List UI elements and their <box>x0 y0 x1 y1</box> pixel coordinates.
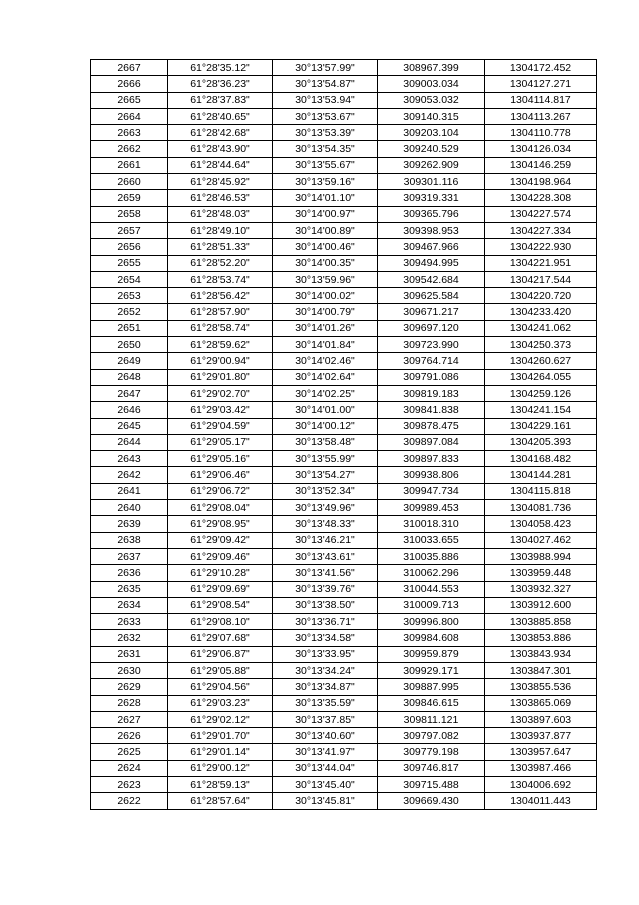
latitude-cell: 61°29'06.46" <box>168 467 273 483</box>
x-coordinate-cell: 309819.183 <box>378 385 485 401</box>
table-row <box>91 157 597 173</box>
latitude-cell: 61°28'49.10" <box>168 222 273 238</box>
longitude-cell: 30°14'00.79" <box>273 304 378 320</box>
point-number-cell: 2634 <box>91 597 168 613</box>
x-coordinate-cell: 309938.806 <box>378 467 485 483</box>
point-number-cell: 2647 <box>91 385 168 401</box>
y-coordinate-cell: 1304220.720 <box>485 288 597 304</box>
longitude-cell: 30°14'00.89" <box>273 222 378 238</box>
y-coordinate-cell: 1303988.994 <box>485 548 597 564</box>
y-coordinate-cell: 1304217.544 <box>485 271 597 287</box>
latitude-cell: 61°28'44.64" <box>168 157 273 173</box>
latitude-cell: 61°28'48.03" <box>168 206 273 222</box>
x-coordinate-cell: 309542.684 <box>378 271 485 287</box>
latitude-cell: 61°29'08.10" <box>168 614 273 630</box>
x-coordinate-cell: 309791.086 <box>378 369 485 385</box>
latitude-cell: 61°29'03.23" <box>168 695 273 711</box>
longitude-cell: 30°13'58.48" <box>273 434 378 450</box>
table-row <box>91 711 597 727</box>
latitude-cell: 61°28'51.33" <box>168 239 273 255</box>
y-coordinate-cell: 1304172.452 <box>485 60 597 76</box>
table-row <box>91 353 597 369</box>
longitude-cell: 30°13'43.61" <box>273 548 378 564</box>
x-coordinate-cell: 309996.800 <box>378 614 485 630</box>
x-coordinate-cell: 309365.796 <box>378 206 485 222</box>
table-row <box>91 206 597 222</box>
x-coordinate-cell: 309764.714 <box>378 353 485 369</box>
table-row <box>91 141 597 157</box>
table-row <box>91 288 597 304</box>
latitude-cell: 61°28'57.90" <box>168 304 273 320</box>
longitude-cell: 30°13'59.96" <box>273 271 378 287</box>
longitude-cell: 30°13'55.67" <box>273 157 378 173</box>
table-row <box>91 402 597 418</box>
x-coordinate-cell: 309947.734 <box>378 483 485 499</box>
y-coordinate-cell: 1304228.308 <box>485 190 597 206</box>
table-row <box>91 777 597 793</box>
x-coordinate-cell: 309897.833 <box>378 451 485 467</box>
table-row <box>91 483 597 499</box>
x-coordinate-cell: 309262.909 <box>378 157 485 173</box>
table-row <box>91 516 597 532</box>
point-number-cell: 2651 <box>91 320 168 336</box>
longitude-cell: 30°14'01.84" <box>273 337 378 353</box>
y-coordinate-cell: 1304113.267 <box>485 108 597 124</box>
point-number-cell: 2639 <box>91 516 168 532</box>
longitude-cell: 30°13'35.59" <box>273 695 378 711</box>
y-coordinate-cell: 1303853.886 <box>485 630 597 646</box>
y-coordinate-cell: 1304229.161 <box>485 418 597 434</box>
longitude-cell: 30°13'36.71" <box>273 614 378 630</box>
latitude-cell: 61°29'02.70" <box>168 385 273 401</box>
y-coordinate-cell: 1304241.154 <box>485 402 597 418</box>
point-number-cell: 2664 <box>91 108 168 124</box>
point-number-cell: 2638 <box>91 532 168 548</box>
y-coordinate-cell: 1304260.627 <box>485 353 597 369</box>
point-number-cell: 2636 <box>91 565 168 581</box>
longitude-cell: 30°13'57.99" <box>273 60 378 76</box>
longitude-cell: 30°13'53.39" <box>273 125 378 141</box>
table-row <box>91 92 597 108</box>
latitude-cell: 61°28'57.64" <box>168 793 273 809</box>
longitude-cell: 30°13'53.94" <box>273 92 378 108</box>
y-coordinate-cell: 1303957.647 <box>485 744 597 760</box>
longitude-cell: 30°13'39.76" <box>273 581 378 597</box>
table-row <box>91 337 597 353</box>
longitude-cell: 30°13'53.67" <box>273 108 378 124</box>
point-number-cell: 2644 <box>91 434 168 450</box>
point-number-cell: 2655 <box>91 255 168 271</box>
latitude-cell: 61°28'58.74" <box>168 320 273 336</box>
x-coordinate-cell: 309984.608 <box>378 630 485 646</box>
point-number-cell: 2667 <box>91 60 168 76</box>
latitude-cell: 61°29'10.28" <box>168 565 273 581</box>
x-coordinate-cell: 309669.430 <box>378 793 485 809</box>
x-coordinate-cell: 309841.838 <box>378 402 485 418</box>
longitude-cell: 30°14'02.64" <box>273 369 378 385</box>
y-coordinate-cell: 1304058.423 <box>485 516 597 532</box>
x-coordinate-cell: 309846.615 <box>378 695 485 711</box>
point-number-cell: 2640 <box>91 500 168 516</box>
x-coordinate-cell: 309715.488 <box>378 777 485 793</box>
x-coordinate-cell: 309697.120 <box>378 320 485 336</box>
latitude-cell: 61°29'05.88" <box>168 662 273 678</box>
point-number-cell: 2653 <box>91 288 168 304</box>
y-coordinate-cell: 1304227.574 <box>485 206 597 222</box>
point-number-cell: 2663 <box>91 125 168 141</box>
point-number-cell: 2628 <box>91 695 168 711</box>
point-number-cell: 2648 <box>91 369 168 385</box>
table-row <box>91 60 597 76</box>
table-row <box>91 76 597 92</box>
y-coordinate-cell: 1304241.062 <box>485 320 597 336</box>
point-number-cell: 2665 <box>91 92 168 108</box>
x-coordinate-cell: 309467.966 <box>378 239 485 255</box>
x-coordinate-cell: 309301.116 <box>378 174 485 190</box>
point-number-cell: 2656 <box>91 239 168 255</box>
point-number-cell: 2643 <box>91 451 168 467</box>
y-coordinate-cell: 1304081.736 <box>485 500 597 516</box>
table-row <box>91 630 597 646</box>
table-row <box>91 222 597 238</box>
y-coordinate-cell: 1304233.420 <box>485 304 597 320</box>
y-coordinate-cell: 1303843.934 <box>485 646 597 662</box>
latitude-cell: 61°28'56.42" <box>168 288 273 304</box>
point-number-cell: 2623 <box>91 777 168 793</box>
x-coordinate-cell: 309887.995 <box>378 679 485 695</box>
point-number-cell: 2642 <box>91 467 168 483</box>
latitude-cell: 61°29'07.68" <box>168 630 273 646</box>
x-coordinate-cell: 309878.475 <box>378 418 485 434</box>
latitude-cell: 61°29'06.72" <box>168 483 273 499</box>
table-row <box>91 760 597 776</box>
y-coordinate-cell: 1304222.930 <box>485 239 597 255</box>
point-number-cell: 2622 <box>91 793 168 809</box>
point-number-cell: 2625 <box>91 744 168 760</box>
table-row <box>91 646 597 662</box>
y-coordinate-cell: 1303912.600 <box>485 597 597 613</box>
longitude-cell: 30°13'33.95" <box>273 646 378 662</box>
table-row <box>91 434 597 450</box>
table-row <box>91 385 597 401</box>
longitude-cell: 30°13'40.60" <box>273 728 378 744</box>
point-number-cell: 2650 <box>91 337 168 353</box>
table-row <box>91 451 597 467</box>
table-row <box>91 744 597 760</box>
longitude-cell: 30°14'02.25" <box>273 385 378 401</box>
longitude-cell: 30°14'01.00" <box>273 402 378 418</box>
table-row <box>91 793 597 809</box>
x-coordinate-cell: 309240.529 <box>378 141 485 157</box>
longitude-cell: 30°13'44.04" <box>273 760 378 776</box>
y-coordinate-cell: 1304168.482 <box>485 451 597 467</box>
y-coordinate-cell: 1304011.443 <box>485 793 597 809</box>
y-coordinate-cell: 1304250.373 <box>485 337 597 353</box>
latitude-cell: 61°29'01.70" <box>168 728 273 744</box>
longitude-cell: 30°13'41.97" <box>273 744 378 760</box>
latitude-cell: 61°28'35.12" <box>168 60 273 76</box>
longitude-cell: 30°13'52.34" <box>273 483 378 499</box>
longitude-cell: 30°13'38.50" <box>273 597 378 613</box>
latitude-cell: 61°29'01.14" <box>168 744 273 760</box>
longitude-cell: 30°14'00.46" <box>273 239 378 255</box>
longitude-cell: 30°14'01.10" <box>273 190 378 206</box>
table-row <box>91 614 597 630</box>
point-number-cell: 2657 <box>91 222 168 238</box>
point-number-cell: 2632 <box>91 630 168 646</box>
y-coordinate-cell: 1304205.393 <box>485 434 597 450</box>
x-coordinate-cell: 310035.886 <box>378 548 485 564</box>
x-coordinate-cell: 310009.713 <box>378 597 485 613</box>
point-number-cell: 2649 <box>91 353 168 369</box>
table-row <box>91 728 597 744</box>
latitude-cell: 61°29'05.17" <box>168 434 273 450</box>
longitude-cell: 30°13'49.96" <box>273 500 378 516</box>
longitude-cell: 30°14'00.97" <box>273 206 378 222</box>
x-coordinate-cell: 309671.217 <box>378 304 485 320</box>
table-row <box>91 125 597 141</box>
y-coordinate-cell: 1303897.603 <box>485 711 597 727</box>
latitude-cell: 61°28'43.90" <box>168 141 273 157</box>
table-row <box>91 597 597 613</box>
latitude-cell: 61°28'40.65" <box>168 108 273 124</box>
table-row <box>91 320 597 336</box>
y-coordinate-cell: 1303847.301 <box>485 662 597 678</box>
longitude-cell: 30°13'48.33" <box>273 516 378 532</box>
latitude-cell: 61°29'04.56" <box>168 679 273 695</box>
y-coordinate-cell: 1303865.069 <box>485 695 597 711</box>
latitude-cell: 61°29'04.59" <box>168 418 273 434</box>
x-coordinate-cell: 309929.171 <box>378 662 485 678</box>
longitude-cell: 30°13'45.40" <box>273 777 378 793</box>
point-number-cell: 2660 <box>91 174 168 190</box>
x-coordinate-cell: 309319.331 <box>378 190 485 206</box>
latitude-cell: 61°28'36.23" <box>168 76 273 92</box>
point-number-cell: 2631 <box>91 646 168 662</box>
point-number-cell: 2658 <box>91 206 168 222</box>
x-coordinate-cell: 309494.995 <box>378 255 485 271</box>
longitude-cell: 30°13'34.58" <box>273 630 378 646</box>
y-coordinate-cell: 1304127.271 <box>485 76 597 92</box>
x-coordinate-cell: 309053.032 <box>378 92 485 108</box>
x-coordinate-cell: 309140.315 <box>378 108 485 124</box>
longitude-cell: 30°13'34.87" <box>273 679 378 695</box>
y-coordinate-cell: 1304144.281 <box>485 467 597 483</box>
x-coordinate-cell: 309959.879 <box>378 646 485 662</box>
latitude-cell: 61°29'06.87" <box>168 646 273 662</box>
point-number-cell: 2637 <box>91 548 168 564</box>
longitude-cell: 30°14'00.35" <box>273 255 378 271</box>
y-coordinate-cell: 1304259.126 <box>485 385 597 401</box>
y-coordinate-cell: 1304126.034 <box>485 141 597 157</box>
latitude-cell: 61°28'46.53" <box>168 190 273 206</box>
latitude-cell: 61°28'52.20" <box>168 255 273 271</box>
latitude-cell: 61°29'09.46" <box>168 548 273 564</box>
point-number-cell: 2646 <box>91 402 168 418</box>
latitude-cell: 61°29'09.42" <box>168 532 273 548</box>
table-row <box>91 500 597 516</box>
latitude-cell: 61°28'59.62" <box>168 337 273 353</box>
y-coordinate-cell: 1303987.466 <box>485 760 597 776</box>
point-number-cell: 2641 <box>91 483 168 499</box>
longitude-cell: 30°14'01.26" <box>273 320 378 336</box>
table-row <box>91 565 597 581</box>
point-number-cell: 2666 <box>91 76 168 92</box>
longitude-cell: 30°14'00.02" <box>273 288 378 304</box>
x-coordinate-cell: 308967.399 <box>378 60 485 76</box>
x-coordinate-cell: 309897.084 <box>378 434 485 450</box>
latitude-cell: 61°29'03.42" <box>168 402 273 418</box>
table-row <box>91 239 597 255</box>
latitude-cell: 61°29'02.12" <box>168 711 273 727</box>
x-coordinate-cell: 310044.553 <box>378 581 485 597</box>
y-coordinate-cell: 1304227.334 <box>485 222 597 238</box>
x-coordinate-cell: 310062.296 <box>378 565 485 581</box>
table-row <box>91 304 597 320</box>
table-row <box>91 369 597 385</box>
y-coordinate-cell: 1304006.692 <box>485 777 597 793</box>
point-number-cell: 2629 <box>91 679 168 695</box>
x-coordinate-cell: 310018.310 <box>378 516 485 532</box>
longitude-cell: 30°13'46.21" <box>273 532 378 548</box>
point-number-cell: 2630 <box>91 662 168 678</box>
y-coordinate-cell: 1303855.536 <box>485 679 597 695</box>
table-row <box>91 255 597 271</box>
point-number-cell: 2624 <box>91 760 168 776</box>
latitude-cell: 61°29'08.54" <box>168 597 273 613</box>
y-coordinate-cell: 1304198.964 <box>485 174 597 190</box>
point-number-cell: 2652 <box>91 304 168 320</box>
table-row <box>91 418 597 434</box>
point-number-cell: 2662 <box>91 141 168 157</box>
point-number-cell: 2661 <box>91 157 168 173</box>
latitude-cell: 61°29'08.95" <box>168 516 273 532</box>
table-row <box>91 548 597 564</box>
table-row <box>91 174 597 190</box>
x-coordinate-cell: 309746.817 <box>378 760 485 776</box>
table-row <box>91 190 597 206</box>
table-row <box>91 532 597 548</box>
longitude-cell: 30°13'34.24" <box>273 662 378 678</box>
longitude-cell: 30°13'37.85" <box>273 711 378 727</box>
latitude-cell: 61°29'01.80" <box>168 369 273 385</box>
x-coordinate-cell: 309003.034 <box>378 76 485 92</box>
x-coordinate-cell: 309398.953 <box>378 222 485 238</box>
y-coordinate-cell: 1304115.818 <box>485 483 597 499</box>
point-number-cell: 2635 <box>91 581 168 597</box>
latitude-cell: 61°29'08.04" <box>168 500 273 516</box>
x-coordinate-cell: 309989.453 <box>378 500 485 516</box>
table-row <box>91 108 597 124</box>
longitude-cell: 30°13'55.99" <box>273 451 378 467</box>
table-row <box>91 679 597 695</box>
longitude-cell: 30°14'00.12" <box>273 418 378 434</box>
x-coordinate-cell: 309811.121 <box>378 711 485 727</box>
latitude-cell: 61°29'00.12" <box>168 760 273 776</box>
latitude-cell: 61°29'00.94" <box>168 353 273 369</box>
table-row <box>91 695 597 711</box>
point-number-cell: 2645 <box>91 418 168 434</box>
table-row <box>91 662 597 678</box>
point-number-cell: 2659 <box>91 190 168 206</box>
longitude-cell: 30°13'54.27" <box>273 467 378 483</box>
y-coordinate-cell: 1303885.858 <box>485 614 597 630</box>
latitude-cell: 61°28'37.83" <box>168 92 273 108</box>
y-coordinate-cell: 1304110.778 <box>485 125 597 141</box>
y-coordinate-cell: 1304114.817 <box>485 92 597 108</box>
latitude-cell: 61°28'59.13" <box>168 777 273 793</box>
point-number-cell: 2633 <box>91 614 168 630</box>
latitude-cell: 61°28'42.68" <box>168 125 273 141</box>
point-number-cell: 2627 <box>91 711 168 727</box>
x-coordinate-cell: 309203.104 <box>378 125 485 141</box>
y-coordinate-cell: 1304221.951 <box>485 255 597 271</box>
x-coordinate-cell: 309723.990 <box>378 337 485 353</box>
point-number-cell: 2626 <box>91 728 168 744</box>
y-coordinate-cell: 1304264.055 <box>485 369 597 385</box>
y-coordinate-cell: 1303937.877 <box>485 728 597 744</box>
x-coordinate-cell: 309625.584 <box>378 288 485 304</box>
y-coordinate-cell: 1303959.448 <box>485 565 597 581</box>
x-coordinate-cell: 309797.082 <box>378 728 485 744</box>
coordinates-table-body <box>91 60 597 810</box>
table-row <box>91 271 597 287</box>
coordinates-table <box>90 59 597 810</box>
table-row <box>91 467 597 483</box>
latitude-cell: 61°28'53.74" <box>168 271 273 287</box>
latitude-cell: 61°29'09.69" <box>168 581 273 597</box>
latitude-cell: 61°29'05.16" <box>168 451 273 467</box>
table-row <box>91 581 597 597</box>
longitude-cell: 30°13'54.87" <box>273 76 378 92</box>
y-coordinate-cell: 1304027.462 <box>485 532 597 548</box>
longitude-cell: 30°13'45.81" <box>273 793 378 809</box>
x-coordinate-cell: 310033.655 <box>378 532 485 548</box>
point-number-cell: 2654 <box>91 271 168 287</box>
latitude-cell: 61°28'45.92" <box>168 174 273 190</box>
longitude-cell: 30°13'54.35" <box>273 141 378 157</box>
x-coordinate-cell: 309779.198 <box>378 744 485 760</box>
y-coordinate-cell: 1303932.327 <box>485 581 597 597</box>
longitude-cell: 30°13'59.16" <box>273 174 378 190</box>
y-coordinate-cell: 1304146.259 <box>485 157 597 173</box>
longitude-cell: 30°13'41.56" <box>273 565 378 581</box>
longitude-cell: 30°14'02.46" <box>273 353 378 369</box>
